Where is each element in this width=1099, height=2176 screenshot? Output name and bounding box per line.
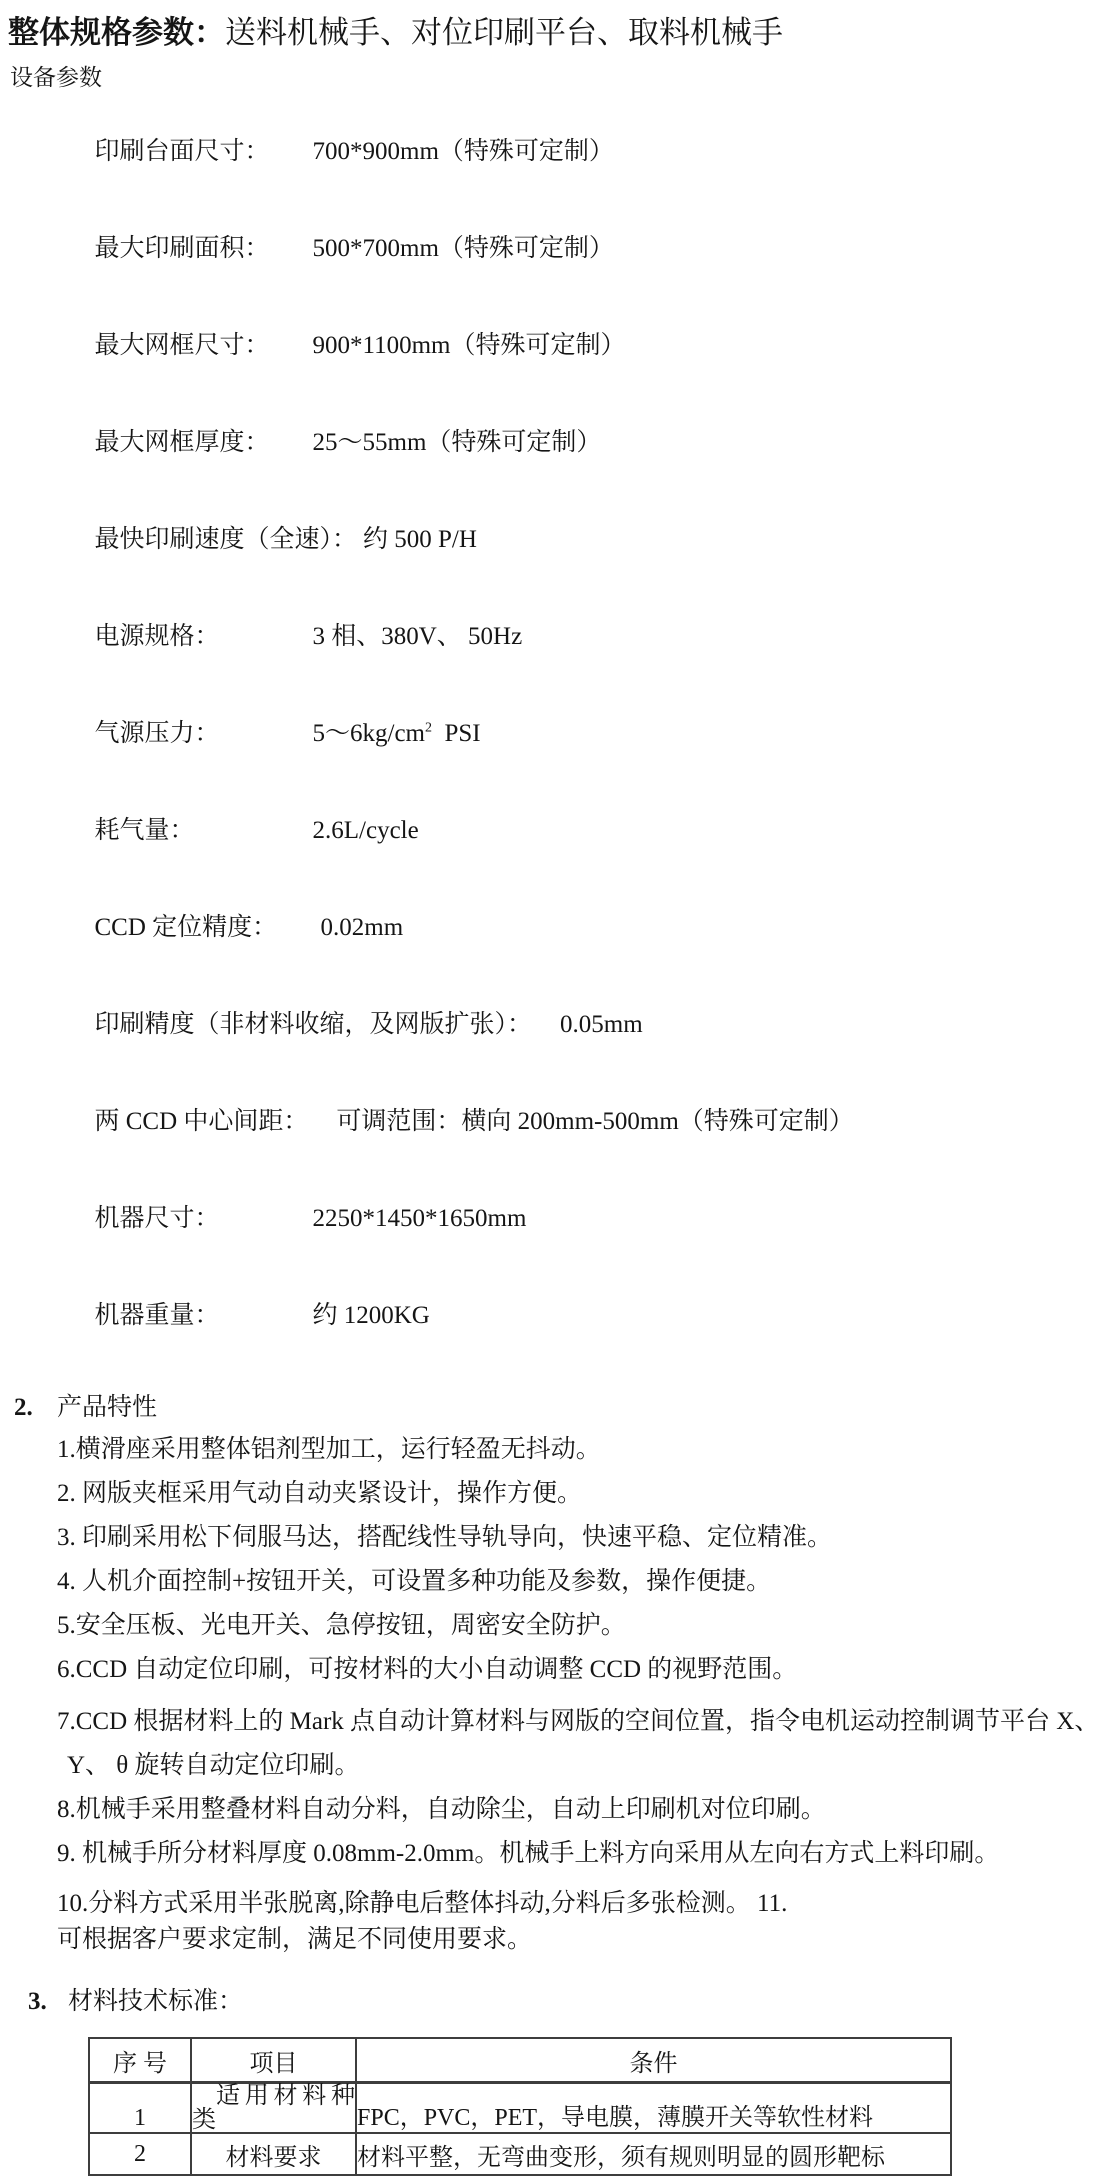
air-pressure-unit: PSI <box>432 720 481 747</box>
spec-label: 两 CCD 中心间距： <box>94 1108 309 1135</box>
feature-item: 1.横滑座采用整体铝剂型加工，运行轻盈无抖动。 <box>57 1436 601 1463</box>
spec-row-air-consumption <box>57 787 1064 874</box>
feature-item: 6.CCD 自动定位印刷，可按材料的大小自动调整 CCD 的视野范围。 <box>57 1656 798 1683</box>
spec-row-max-print-speed <box>57 496 1064 583</box>
spec-value: 2.6L/cycle <box>312 817 419 844</box>
feature-list <box>57 1436 1099 1953</box>
features-heading-text: 产品特性 <box>57 1394 158 1421</box>
features-heading-number: 2. <box>14 1394 33 1421</box>
spec-label: 机器重量： <box>94 1302 220 1329</box>
feature-item: 4. 人机介面控制+按钮开关，可设置多种功能及参数，操作便捷。 <box>57 1568 772 1595</box>
feature-item: 7.CCD 根据材料上的 Mark 点自动计算材料与网版的空间位置，指令电机运动控制调节平台 X、 <box>57 1708 1099 1735</box>
feature-item: 3. 印刷采用松下伺服马达，搭配线性导轨导向，快速平稳、定位精准。 <box>57 1524 833 1551</box>
air-pressure-value: 5～6kg/cm <box>312 720 425 747</box>
spec-value: 约 1200KG <box>312 1302 430 1329</box>
table-cell-condition: 材料平整，无弯曲变形，须有规则明显的圆形靶标 <box>356 2133 951 2175</box>
section-material-standards <box>8 1989 1064 2176</box>
materials-table <box>88 2037 952 2176</box>
spec-label: 机器尺寸： <box>94 1205 220 1232</box>
air-pressure-superscript: 2 <box>425 720 432 736</box>
feature-item: 8.机械手采用整叠材料自动分料，自动除尘，自动上印刷机对位印刷。 <box>57 1796 826 1823</box>
spec-label: 最大网框厚度： <box>94 429 270 456</box>
section-product-features <box>8 1394 1099 1953</box>
materials-heading-number: 3. <box>28 1988 47 2015</box>
spec-label: 印刷台面尺寸： <box>94 138 270 165</box>
spec-label: 最快印刷速度（全速）： <box>94 526 358 553</box>
page-title-rest: 送料机械手、对位印刷平台、取料机械手 <box>225 15 783 50</box>
spec-list <box>57 108 1064 1359</box>
spec-row-power-spec <box>57 593 1064 680</box>
feature-item: 5.安全压板、光电开关、急停按钮，周密安全防护。 <box>57 1612 626 1639</box>
spec-label: 印刷精度（非材料收缩，及网版扩张）： <box>94 1011 533 1038</box>
spec-row-print-accuracy <box>57 981 1064 1068</box>
table-cell-item: 适用材料种类 <box>192 2083 355 2133</box>
spec-value: 约 500 P/H <box>363 526 477 553</box>
spec-value: 500*700mm（特殊可定制） <box>312 235 614 262</box>
spec-label: CCD 定位精度： <box>94 914 278 941</box>
table-header-row <box>89 2038 951 2083</box>
spec-row-max-frame-thickness <box>57 399 1064 486</box>
spec-value: 0.05mm <box>560 1011 643 1038</box>
spec-row-print-table-size <box>57 108 1064 195</box>
feature-item: 10.分料方式采用半张脱离,除静电后整体抖动,分料后多张检测。 11. <box>57 1890 788 1917</box>
spec-label: 电源规格： <box>94 623 220 650</box>
feature-item: 2. 网版夹框采用气动自动夹紧设计，操作方便。 <box>57 1480 583 1507</box>
spec-value: 700*900mm（特殊可定制） <box>312 138 614 165</box>
feature-item: 9. 机械手所分材料厚度 0.08mm-2.0mm。机械手上料方向采用从左向右方式上料印刷。 <box>57 1840 1000 1867</box>
features-heading <box>8 1395 1064 1421</box>
spec-value: 25～55mm（特殊可定制） <box>312 429 602 456</box>
materials-heading <box>8 1989 1064 2015</box>
table-header-condition: 条件 <box>356 2038 951 2083</box>
spec-row-machine-weight <box>57 1272 1064 1359</box>
page-title <box>8 12 1064 54</box>
feature-item-continuation: 可根据客户要求定制，满足不同使用要求。 <box>57 1926 533 1953</box>
spec-label: 气源压力： <box>94 720 220 747</box>
spec-label: 最大印刷面积： <box>94 235 270 262</box>
spec-value: 3 相、380V、 50Hz <box>312 623 523 650</box>
spec-value <box>313 720 481 747</box>
table-cell-no: 1 <box>89 2083 191 2134</box>
table-cell-no: 2 <box>89 2133 191 2175</box>
spec-value: 0.02mm <box>320 914 404 941</box>
spec-value: 2250*1450*1650mm <box>312 1205 527 1232</box>
table-cell-item: 材料要求 <box>191 2133 356 2175</box>
spec-label: 耗气量： <box>94 817 195 844</box>
spec-row-air-pressure <box>57 690 1064 777</box>
table-cell-condition: FPC，PVC，PET，导电膜，薄膜开关等软性材料 <box>356 2083 951 2134</box>
spec-row-max-print-area <box>57 205 1064 292</box>
spec-row-machine-size <box>57 1175 1064 1262</box>
table-header-no: 序 号 <box>89 2038 191 2083</box>
spec-row-ccd-center-distance <box>57 1078 1064 1165</box>
page-title-bold: 整体规格参数： <box>8 15 225 50</box>
table-row <box>89 2083 951 2134</box>
spec-row-max-frame-size <box>57 302 1064 389</box>
spec-value: 900*1100mm（特殊可定制） <box>312 332 626 359</box>
materials-heading-text: 材料技术标准： <box>68 1988 244 2015</box>
spec-label: 最大网框尺寸： <box>94 332 270 359</box>
feature-item-continuation: Y、 θ 旋转自动定位印刷。 <box>67 1752 360 1779</box>
spec-value: 可调范围：横向 200mm-500mm（特殊可定制） <box>336 1108 854 1135</box>
table-row <box>89 2133 951 2175</box>
table-header-item: 项目 <box>191 2038 356 2083</box>
spec-row-ccd-accuracy <box>57 884 1064 971</box>
device-params-heading: 设备参数 <box>10 65 102 90</box>
